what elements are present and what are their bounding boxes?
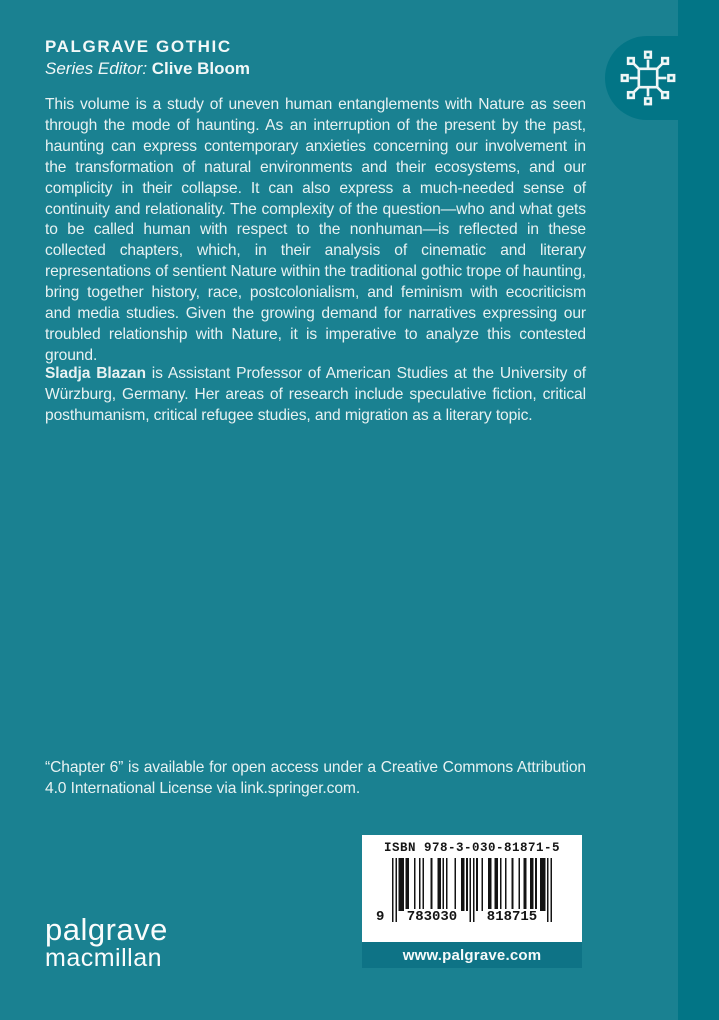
author-bio	[45, 364, 586, 427]
series-editor-label: Series Editor:	[45, 59, 148, 78]
ean-digit-lead: 9	[376, 909, 385, 925]
open-access-note: “Chapter 6” is available for open access under a Creative Commons Attribution 4.0 International License via link.springer.com.	[45, 759, 586, 797]
isbn-barcode-block	[362, 835, 582, 942]
right-edge-band	[678, 0, 719, 1020]
book-description: This volume is a study of uneven human entanglements with Nature as seen through the mode of haunting. As an interruption of the present by the past, haunting can express contemporary anxieties concerning our involvement in the transformation of natural environments and their ecosystems, and our complicity in their collapse. It can also express a much-needed sense of continuity and relationality. The complexity of the question—who and what gets to be called human with respect to the nonhuman—is reflected in these collected chapters, which, in their analysis of cinematic and literary representations of sentient Nature within the traditional gothic trope of haunting, bring together history, race, postcolonialism, and feminism with ecocriticism and media studies. Given the growing demand for narratives expressing our troubled relationship with Nature, it is imperative to analyze this contested ground.	[45, 96, 586, 364]
series-title: PALGRAVE GOTHIC	[45, 37, 232, 56]
author-name: Sladja Blazan	[45, 365, 146, 382]
publisher-logo-palgrave: palgrave	[45, 912, 168, 947]
publisher-website-bar	[362, 942, 582, 968]
author-bio-text: is Assistant Professor of American Studies at the University of Würzburg, Germany. Her areas of research include speculative fiction, critical posthumanism, critical refugee studies, and migration as a literary topic.	[45, 365, 587, 424]
series-editor-name: Clive Bloom	[151, 59, 251, 78]
ean-digits-left: 783030	[406, 909, 458, 925]
ean-digits-right: 818715	[486, 909, 538, 925]
palgrave-spark-icon	[620, 50, 676, 106]
isbn-label: ISBN 978-3-030-81871-5	[383, 841, 561, 855]
publisher-logo-macmillan: macmillan	[45, 944, 163, 972]
publisher-logo	[45, 914, 168, 971]
publisher-website: www.palgrave.com	[402, 946, 542, 964]
series-editor-line	[45, 59, 250, 79]
palgrave-logo-tab	[605, 36, 719, 120]
